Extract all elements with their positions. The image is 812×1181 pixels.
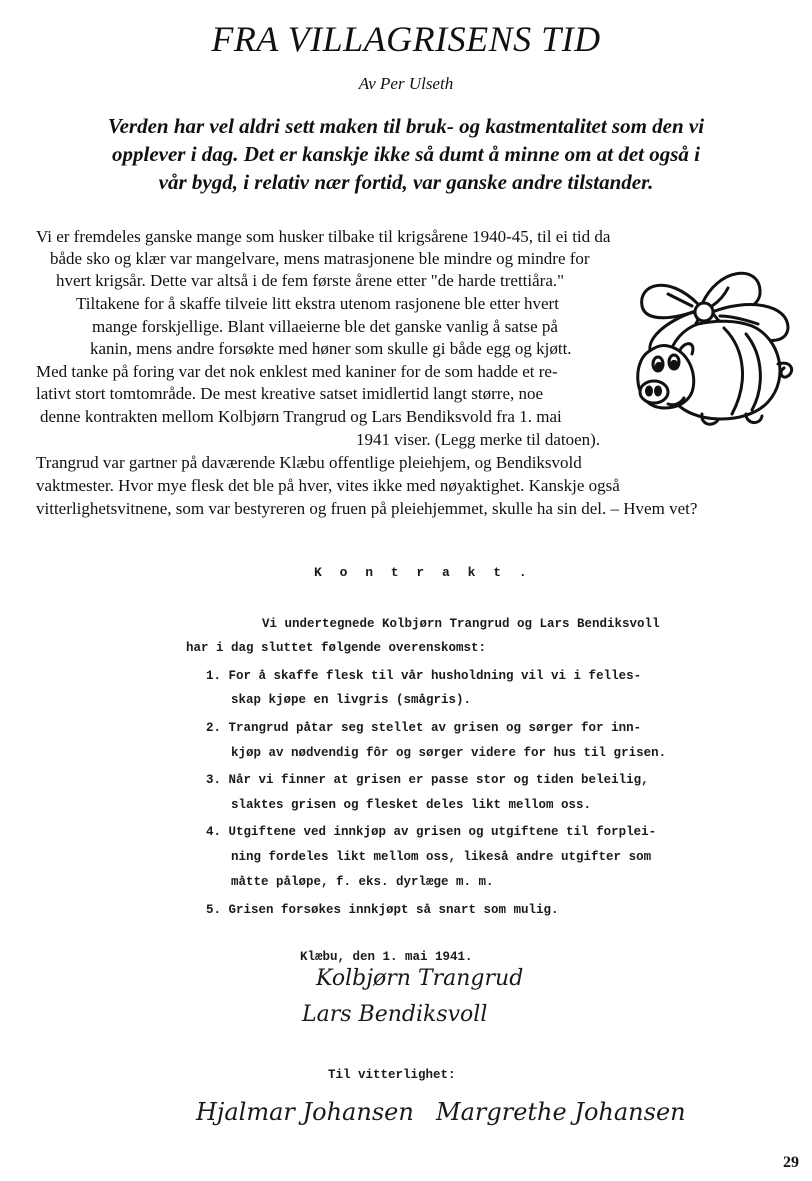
contract-item: 3. Når vi finner at grisen er passe stor og tiden beleilig, [206, 773, 649, 787]
contract-item: 2. Trangrud påtar seg stellet av grisen og sørger for inn- [206, 721, 642, 735]
contract-item: 5. Grisen forsøkes innkjøpt så snart som mulig. [206, 903, 559, 917]
body-line: Trangrud var gartner på daværende Klæbu offentlige pleiehjem, og Bendiksvold [36, 453, 582, 472]
lead-line: Verden har vel aldri sett maken til bruk- og kastmentalitet som den vi [107, 114, 705, 138]
body-line: 1941 viser. (Legg merke til datoen). [356, 430, 601, 449]
contract-item: ning fordeles likt mellom oss, likeså andre utgifter som [231, 850, 652, 864]
body-line: mange forskjellige. Blant villaeierne ble det ganske vanlig å satse på [92, 317, 558, 336]
body-line: Med tanke på foring var det nok enklest med kaniner for de som hadde et re- [36, 362, 558, 381]
lead-line: vår bygd, i relativ nær fortid, var ganske andre tilstander. [158, 170, 654, 194]
contract-item: måtte påløpe, f. eks. dyrlæge m. m. [231, 875, 494, 889]
contract-intro: har i dag sluttet følgende overenskomst: [186, 641, 487, 655]
article-byline: Av Per Ulseth [358, 74, 454, 93]
contract-place-date: Klæbu, den 1. mai 1941. [300, 950, 473, 964]
contract-item: 1. For å skaffe flesk til vår husholdning vil vi i felles- [206, 669, 642, 683]
contract-intro: Vi undertegnede Kolbjørn Trangrud og Lars Bendiksvoll [262, 617, 660, 631]
contract-item: slaktes grisen og flesket deles likt mellom oss. [231, 798, 592, 812]
contract-item: kjøp av nødvendig fôr og sørger videre for hus til grisen. [231, 746, 667, 760]
signature-kolbjorn: Kolbjørn Trangrud [316, 966, 524, 991]
article-lead [70, 112, 742, 196]
body-line: både sko og klær var mangelvare, mens matrasjonene ble mindre og mindre for [50, 249, 590, 268]
contract-item: skap kjøpe en livgris (smågris). [231, 693, 472, 707]
witness-label: Til vitterlighet: [328, 1068, 456, 1082]
article-title: FRA VILLAGRISENS TID [211, 19, 601, 59]
pig-illustration-icon [628, 254, 804, 432]
body-line: vitterlighetsvitnene, som var bestyreren og fruen på pleiehjemmet, skulle ha sin del. – Hvem vet? [36, 499, 698, 518]
body-line: kanin, mens andre forsøkte med høner som skulle gi både egg og kjøtt. [90, 339, 572, 358]
witness-signature: Hjalmar Johansen [196, 1098, 414, 1126]
body-line: hvert krigsår. Dette var altså i de fem første årene etter "de harde trettiåra." [56, 271, 565, 290]
signature-lars: Lars Bendiksvoll [302, 1002, 488, 1027]
contract-item: 4. Utgiftene ved innkjøp av grisen og utgiftene til forplei- [206, 825, 657, 839]
lead-line: opplever i dag. Det er kanskje ikke så dumt å minne om at det også i [112, 142, 700, 166]
body-line: Tiltakene for å skaffe tilveie litt ekstra utenom rasjonene ble etter hvert [76, 294, 559, 313]
body-line: denne kontrakten mellom Kolbjørn Trangrud og Lars Bendiksvold fra 1. mai [40, 407, 562, 426]
body-line: Vi er fremdeles ganske mange som husker tilbake til krigsårene 1940-45, til ei tid da [36, 227, 611, 246]
page-number: 29 [783, 1154, 799, 1171]
body-line: lativt stort tomtområde. De mest kreative satset imidlertid langt større, noe [36, 384, 544, 403]
witness-signature: Margrethe Johansen [436, 1098, 686, 1126]
body-line: vaktmester. Hvor mye flesk det ble på hver, vites ikke med nøyaktighet. Kanskje også [36, 476, 620, 495]
contract-heading: K o n t r a k t . [314, 565, 532, 580]
